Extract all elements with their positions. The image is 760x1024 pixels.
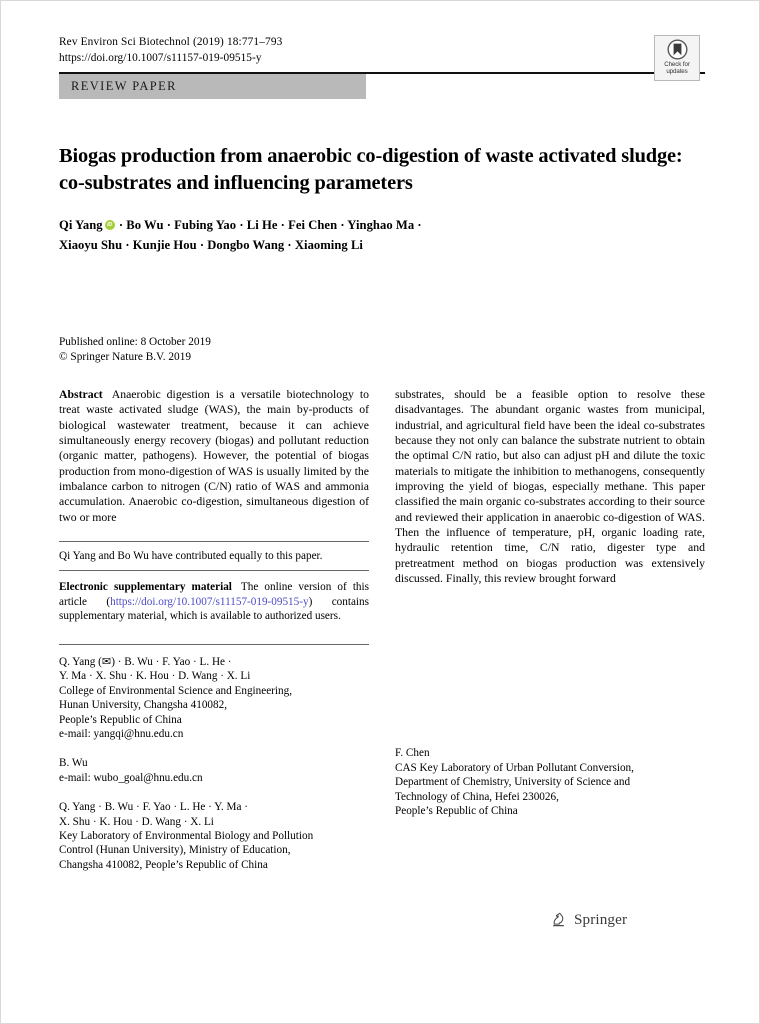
copyright-line: © Springer Nature B.V. 2019 [59,350,191,363]
abstract-right: substrates, should be a feasible option to resolve these disadvantages. The abundant organic wastes from municipal, industrial, and agricultural field have been the ideal co-substrates because they not only can balance the substrate nutrient to obtain the optimal C/N ratio, but also can adjust pH and dilute the toxic materials to mitigate the inhibition to methanogens, consequently improving the yield of biogas, especially methane. This paper classified the main organic co-substrates according to their source and reviewed their application in anaerobic co-digestion of WAS. Then the influence of temperature, pH, organic loading rate, hydraulic retention time, C/N ratio, digester type and pretreatment method on biogas production was extensively discussed. Finally, this review brought forward [395,388,705,586]
affiliation-authors-line1: Q. Yang (✉) · B. Wu · F. Yao · L. He · [59,655,232,668]
affiliation-authors-line1: B. Wu [59,757,88,770]
affiliation-line: College of Environmental Science and Engineering, [59,684,292,697]
affiliation-authors-line2: X. Shu · K. Hou · D. Wang · X. Li [59,815,214,828]
supplementary-material-note [59,571,369,624]
article-type-banner [59,74,366,99]
affiliation-block [59,653,369,741]
abstract-text-left: Anaerobic digestion is a versatile biotechnology to treat waste activated sludge (WAS), the main by-products of biological wastewater treatment, because it can achieve simultaneously energy recovery (biogas) and pollutant reduction (organic matter, pathogens). However, the potential of biogas production from mono-digestion of WAS is usually limited by the imbalance carbon to nitrogen (C/N) ratio of WAS and ammonia accumulation. Anaerobic co-digestion, simultaneous digestion of two or more [59,388,369,524]
affiliation-list-left [59,653,369,872]
supplementary-text-after: ) contains supplementary material, which is available to authorized users. [59,595,369,623]
abstract-label: Abstract [59,388,103,401]
article-type-label: REVIEW PAPER [71,79,177,93]
orcid-icon[interactable] [105,220,115,230]
doi-line: https://doi.org/10.1007/s11157-019-09515-y [59,51,262,64]
affiliation-line: People’s Republic of China [59,713,182,726]
page-title: Biogas production from anaerobic co-digestion of waste activated sludge: co-substrates and influencing parameters [59,145,683,194]
affiliation-authors-line2: Y. Ma · X. Shu · K. Hou · D. Wang · X. Li [59,670,251,683]
corresponding-email[interactable]: e-mail: yangqi@hnu.edu.cn [59,727,184,740]
published-date: Published online: 8 October 2019 [59,336,211,348]
affiliation-line: Hunan University, Changsha 410082, [59,699,227,712]
affiliation-block [395,744,705,818]
affiliation-block [59,754,369,785]
author-list [59,216,679,255]
affiliation-authors-line1: F. Chen [395,747,430,760]
affiliation-line: Technology of China, Hefei 230026, [395,790,559,803]
body-columns [59,387,705,872]
journal-citation: Rev Environ Sci Biotechnol (2019) 18:771–793 [59,36,283,48]
page-content [59,35,705,871]
right-column [395,387,705,872]
affiliation-line: Key Laboratory of Environmental Biology and Pollution [59,829,314,842]
affiliation-divider [59,644,369,645]
check-for-updates-badge[interactable] [654,35,700,81]
author-list-line2: Xiaoyu Shu · Kunjie Hou · Dongbo Wang · Xiaoming Li [59,237,363,252]
affiliation-line: Control (Hunan University), Ministry of Education, [59,844,291,857]
abstract-left [59,387,369,525]
left-column [59,387,369,872]
supplementary-text-before: The online version of this article ( [59,581,369,608]
affiliation-authors-line1: Q. Yang · B. Wu · F. Yao · L. He · Y. Ma · [59,801,248,814]
crossmark-label-line1: Check for [664,61,690,68]
publisher-logo [549,910,627,929]
publisher-name: Springer [574,910,628,928]
author-email[interactable]: e-mail: wubo_goal@hnu.edu.cn [59,771,203,784]
author-qi-yang: Qi Yang [59,218,103,232]
affiliation-line: Changsha 410082, People’s Republic of China [59,858,268,871]
springer-knight-icon [549,910,568,929]
affiliation-list-right [395,744,705,818]
supplementary-doi-link[interactable]: https://doi.org/10.1007/s11157-019-09515-y [110,595,309,608]
affiliation-line: People’s Republic of China [395,805,518,818]
affiliation-line: CAS Key Laboratory of Urban Pollutant Conversion, [395,761,634,774]
supplementary-label: Electronic supplementary material [59,581,232,594]
crossmark-label-line2: updates [666,68,688,76]
publication-info [59,335,211,364]
affiliation-block [59,798,369,872]
crossmark-icon [667,39,688,60]
author-list-line1-rest: · Bo Wu · Fubing Yao · Li He · Fei Chen · Yinghao Ma · [115,218,422,232]
equal-contribution-note: Qi Yang and Bo Wu have contributed equally to this paper. [59,550,323,563]
affiliation-line: Department of Chemistry, University of Science and [395,776,631,789]
